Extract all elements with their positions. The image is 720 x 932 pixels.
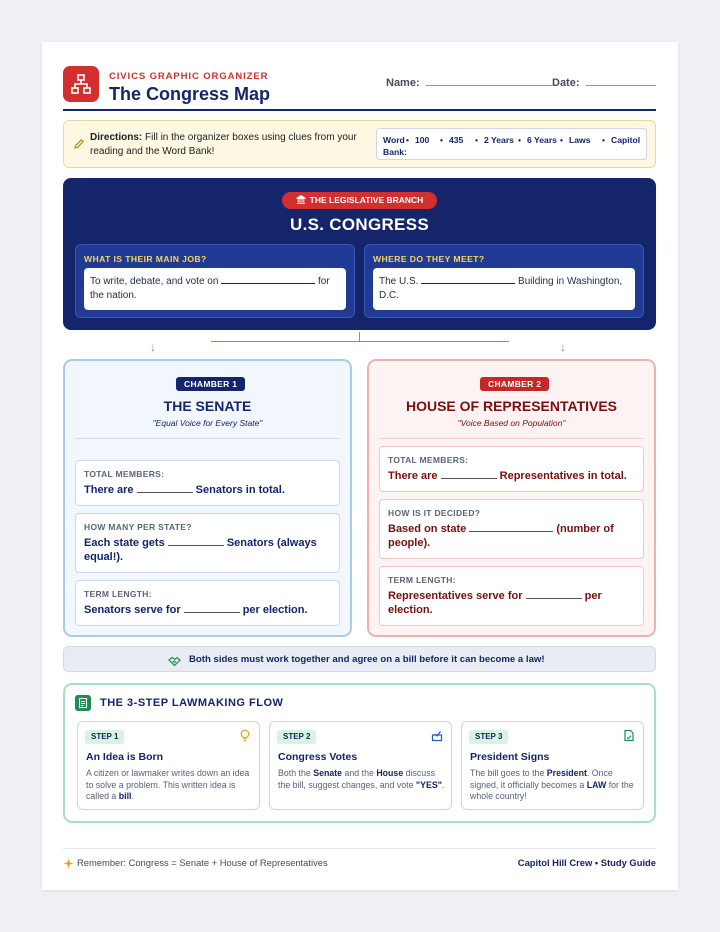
directions-label: Directions: — [90, 132, 143, 143]
house-tag: CHAMBER 2 — [480, 377, 549, 391]
meeting-place-blank[interactable] — [421, 274, 515, 284]
senate-chamber — [63, 359, 352, 637]
step-description — [470, 768, 638, 803]
fact-text-after: Senators (always equal!). — [84, 537, 317, 563]
fact-text — [84, 603, 331, 617]
flow-title: THE 3-STEP LAWMAKING FLOW — [100, 697, 284, 709]
step-keyword: bill — [118, 791, 132, 801]
fact-label: TERM LENGTH: — [84, 589, 152, 599]
document-icon — [75, 695, 91, 711]
senate-members-box — [75, 460, 340, 506]
fact-label: TOTAL MEMBERS: — [84, 469, 165, 479]
word-bank — [376, 128, 647, 160]
fact-label: TOTAL MEMBERS: — [388, 455, 469, 465]
fact-text — [388, 522, 635, 550]
date-label: Date: — [552, 77, 580, 89]
arrow-down-icon: ↓ — [560, 340, 566, 354]
step-keyword: House — [376, 768, 404, 778]
footer-credit: Capitol Hill Crew • Study Guide — [517, 857, 656, 868]
fact-text — [388, 589, 635, 617]
step-heading: President Signs — [470, 751, 550, 763]
lawmaking-flow — [63, 683, 656, 823]
connector-line — [211, 341, 509, 342]
date-field[interactable] — [586, 85, 656, 86]
step-text: discuss the bill, suggest changes, and vote — [278, 768, 435, 790]
meeting-place-box — [364, 244, 644, 318]
org-chart-icon — [63, 66, 99, 102]
main-job-box — [75, 244, 355, 318]
step-keyword: LAW — [586, 779, 607, 790]
handshake-icon — [168, 654, 181, 672]
word-bank-item: • 2 Years — [484, 134, 514, 146]
sparkle-icon — [63, 856, 74, 874]
footer-reminder: Remember: Congress = Senate + House of Representatives — [77, 857, 328, 868]
fact-text-after: Representatives in total. — [496, 470, 627, 482]
name-label: Name: — [386, 77, 420, 89]
meeting-place-label: WHERE DO THEY MEET? — [373, 254, 485, 264]
senate-members-blank[interactable] — [137, 483, 193, 493]
name-field[interactable] — [426, 85, 552, 86]
step-tag: STEP 2 — [277, 730, 316, 744]
step-keyword: "YES" — [415, 779, 442, 790]
senate-term-blank[interactable] — [184, 603, 240, 613]
lightbulb-icon — [239, 729, 251, 747]
house-chamber — [367, 359, 656, 637]
fact-label: HOW MANY PER STATE? — [84, 522, 192, 532]
main-job-answer — [84, 268, 346, 310]
footer-divider — [63, 848, 656, 849]
step-text: and the — [342, 768, 377, 778]
page-title: The Congress Map — [109, 84, 271, 104]
fact-text — [388, 469, 635, 483]
pill-label: THE LEGISLATIVE BRANCH — [309, 195, 424, 205]
step-card — [77, 721, 260, 810]
vote-icon — [431, 729, 443, 747]
meeting-place-text-after: Building in Washington, D.C. — [379, 276, 623, 301]
arrow-down-icon: ↓ — [150, 340, 156, 354]
signed-document-icon — [623, 729, 635, 747]
step-keyword: President — [546, 768, 587, 778]
directions-text — [90, 131, 376, 159]
house-motto: "Voice Based on Population" — [457, 418, 566, 428]
main-job-text-after: for the nation. — [90, 276, 330, 301]
house-term-blank[interactable] — [526, 589, 582, 599]
fact-text-before: Each state gets — [84, 537, 168, 549]
legislative-branch-pill — [282, 192, 437, 209]
divider — [75, 438, 340, 439]
worksheet — [42, 42, 678, 890]
senate-tag: CHAMBER 1 — [176, 377, 245, 391]
fact-label: HOW IS IT DECIDED? — [388, 508, 481, 518]
step-card — [269, 721, 452, 810]
fact-text-after: Senators in total. — [192, 484, 285, 496]
fact-text-after: per election. — [239, 604, 308, 616]
step-description — [278, 768, 446, 791]
capitol-icon — [296, 193, 306, 210]
word-bank-item: • 6 Years — [527, 134, 557, 146]
step-description — [86, 768, 254, 803]
step-text: . — [131, 791, 134, 801]
divider — [379, 438, 644, 439]
senate-per-state-box — [75, 513, 340, 573]
word-bank-item: • Laws — [569, 134, 597, 146]
step-text: . — [441, 779, 445, 790]
senate-term-box — [75, 580, 340, 626]
step-text: for the whole country! — [470, 779, 634, 801]
congress-panel — [63, 178, 656, 330]
fact-text-before: There are — [388, 470, 441, 482]
main-job-text-before: To write, debate, and vote on — [90, 276, 222, 287]
step-heading: An Idea is Born — [86, 751, 164, 763]
kicker: CIVICS GRAPHIC ORGANIZER — [109, 71, 269, 82]
step-card — [461, 721, 644, 810]
step-text: The bill goes to the — [470, 768, 547, 778]
header-divider — [63, 109, 656, 111]
step-heading: Congress Votes — [278, 751, 358, 763]
fact-text — [84, 483, 331, 497]
fact-text-after: per election. — [388, 590, 602, 616]
word-bank-item: • 435 — [449, 134, 473, 146]
step-tag: STEP 1 — [85, 730, 124, 744]
senate-title: THE SENATE — [163, 398, 252, 414]
directions-body: Fill in the organizer boxes using clues from your reading and the Word Bank! — [90, 132, 357, 157]
house-decided-box — [379, 499, 644, 559]
step-text: . Once signed, it officially becomes a — [470, 768, 613, 790]
directions-box — [63, 120, 656, 168]
senate-per-state-blank[interactable] — [168, 536, 224, 546]
cooperation-notice — [63, 646, 656, 672]
house-members-box — [379, 446, 644, 492]
fact-text — [84, 536, 331, 564]
fact-text-before: Based on state — [388, 523, 470, 535]
pencil-icon — [73, 137, 85, 155]
step-tag: STEP 3 — [469, 730, 508, 744]
senate-motto: "Equal Voice for Every State" — [152, 418, 263, 428]
word-bank-item: • 100 — [415, 134, 439, 146]
house-title: HOUSE OF REPRESENTATIVES — [405, 398, 618, 414]
fact-text-before: There are — [84, 484, 137, 496]
fact-label: TERM LENGTH: — [388, 575, 456, 585]
main-job-blank[interactable] — [221, 274, 315, 284]
fact-text-after: (number of people). — [388, 523, 614, 549]
house-decided-blank[interactable] — [469, 522, 553, 532]
fact-text-before: Representatives serve for — [388, 590, 526, 602]
main-job-label: WHAT IS THEIR MAIN JOB? — [84, 254, 207, 264]
meeting-place-text-before: The U.S. — [379, 276, 422, 287]
meeting-place-answer — [373, 268, 635, 310]
step-text: A citizen or lawmaker writes down an idea to solve a problem. This written idea is called a — [86, 768, 250, 801]
house-term-box — [379, 566, 644, 626]
congress-title: U.S. CONGRESS — [290, 215, 429, 234]
step-text: Both the — [278, 768, 314, 778]
notice-text: Both sides must work together and agree on a bill before it can become a law! — [189, 654, 545, 665]
step-keyword: Senate — [313, 768, 343, 778]
word-bank-item: • Capitol — [611, 134, 645, 146]
house-members-blank[interactable] — [441, 469, 497, 479]
word-bank-title: Word Bank: — [383, 135, 407, 157]
fact-text-before: Senators serve for — [84, 604, 184, 616]
